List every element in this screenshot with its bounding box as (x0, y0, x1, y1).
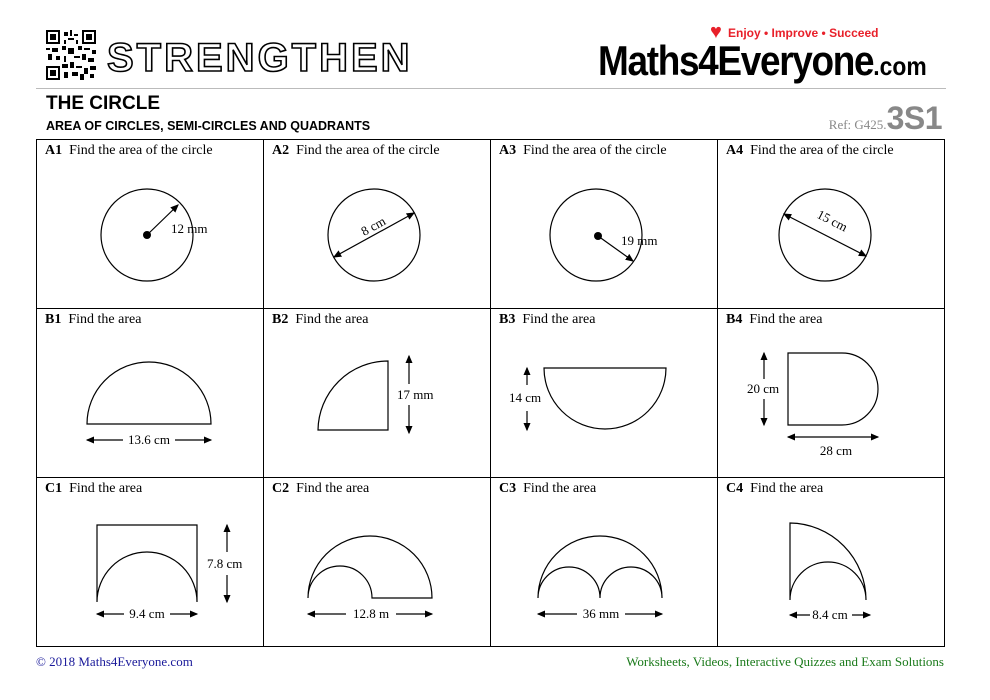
question-number: C2 (272, 481, 290, 496)
question-prompt: Find the area (749, 312, 823, 327)
diagram-circle-radius (37, 140, 264, 308)
question-prompt: Find the area (750, 481, 824, 496)
question-b1 (37, 309, 264, 478)
question-a3 (491, 140, 718, 309)
dimension-label: 12 mm (171, 221, 208, 236)
question-prompt: Find the area (68, 312, 142, 327)
qr-code-icon (46, 30, 96, 80)
dimension-label: 17 mm (397, 387, 434, 402)
page-title: THE CIRCLE (46, 93, 160, 114)
dimension-label-width: 9.4 cm (129, 606, 165, 621)
question-number: C4 (726, 481, 744, 496)
question-c1 (37, 478, 264, 647)
question-number: B2 (272, 312, 289, 327)
question-number: A4 (726, 143, 744, 158)
logo-suffix: .com (873, 51, 927, 81)
ref-label: Ref: G425. (828, 117, 887, 132)
question-prompt: Find the area (295, 312, 369, 327)
question-grid (36, 139, 945, 647)
diagram-circle-diameter (718, 140, 945, 308)
question-c2 (264, 478, 491, 647)
dimension-label: 14 cm (509, 390, 542, 405)
dimension-label-height: 20 cm (747, 381, 780, 396)
page-subtitle: AREA OF CIRCLES, SEMI-CIRCLES AND QUADRANTS (46, 119, 371, 133)
diagram-semicircle (37, 309, 264, 477)
question-number: A2 (272, 143, 290, 158)
question-b4 (718, 309, 945, 478)
question-prompt: Find the area (296, 481, 370, 496)
heart-icon: ♥ (710, 21, 722, 43)
dimension-label: 13.6 cm (128, 432, 170, 447)
question-prompt: Find the area (523, 481, 597, 496)
dimension-label: 12.8 m (352, 606, 390, 621)
question-b2 (264, 309, 491, 478)
diagram-semicircle (491, 309, 718, 477)
question-prompt: Find the area (69, 481, 143, 496)
question-c4 (718, 478, 945, 647)
dimension-label: 8 cm (358, 213, 389, 239)
ref-code: 3S1 (886, 100, 942, 136)
dimension-label: 36 mm (582, 606, 620, 621)
dimension-label: 19 mm (621, 233, 658, 248)
reference-code (829, 100, 942, 137)
question-a2 (264, 140, 491, 309)
question-prompt: Find the area (522, 312, 596, 327)
copyright-text: © 2018 Maths4Everyone.com (36, 654, 193, 669)
question-prompt: Find the area of the circle (69, 143, 213, 158)
logo-tagline: Enjoy • Improve • Succeed (728, 26, 879, 40)
question-number: B4 (726, 312, 743, 327)
diagram-circle-diameter (264, 140, 491, 308)
question-prompt: Find the area of the circle (750, 143, 894, 158)
dimension-label-width: 28 cm (819, 443, 853, 458)
dimension-label: 8.4 cm (812, 607, 848, 622)
dimension-label: 15 cm (814, 206, 851, 235)
diagram-quadrant (264, 309, 491, 477)
question-a4 (718, 140, 945, 309)
dimension-label-height: 7.8 cm (207, 556, 243, 571)
question-number: B3 (499, 312, 516, 327)
diagram-quadrant-minus-semicircle (718, 478, 945, 646)
question-prompt: Find the area of the circle (523, 143, 667, 158)
diagram-semicircle-minus-two-semicircles (491, 478, 718, 646)
question-b3 (491, 309, 718, 478)
question-number: C1 (45, 481, 63, 496)
header-divider (36, 88, 946, 89)
question-number: C3 (499, 481, 517, 496)
diagram-circle-radius (491, 140, 718, 308)
question-number: A3 (499, 143, 517, 158)
strengthen-heading: STRENGTHEN (107, 36, 413, 80)
question-number: A1 (45, 143, 63, 158)
question-prompt: Find the area of the circle (296, 143, 440, 158)
question-number: B1 (45, 312, 62, 327)
site-logo (598, 38, 927, 89)
logo-text: Maths4Everyone (598, 37, 874, 84)
question-c3 (491, 478, 718, 647)
footer-links-text: Worksheets, Videos, Interactive Quizzes and Exam Solutions (626, 654, 944, 669)
diagram-rectangle-minus-semicircle (37, 478, 264, 646)
question-a1 (37, 140, 264, 309)
diagram-rectangle-semicircle (718, 309, 945, 477)
diagram-semicircle-minus-semicircle (264, 478, 491, 646)
